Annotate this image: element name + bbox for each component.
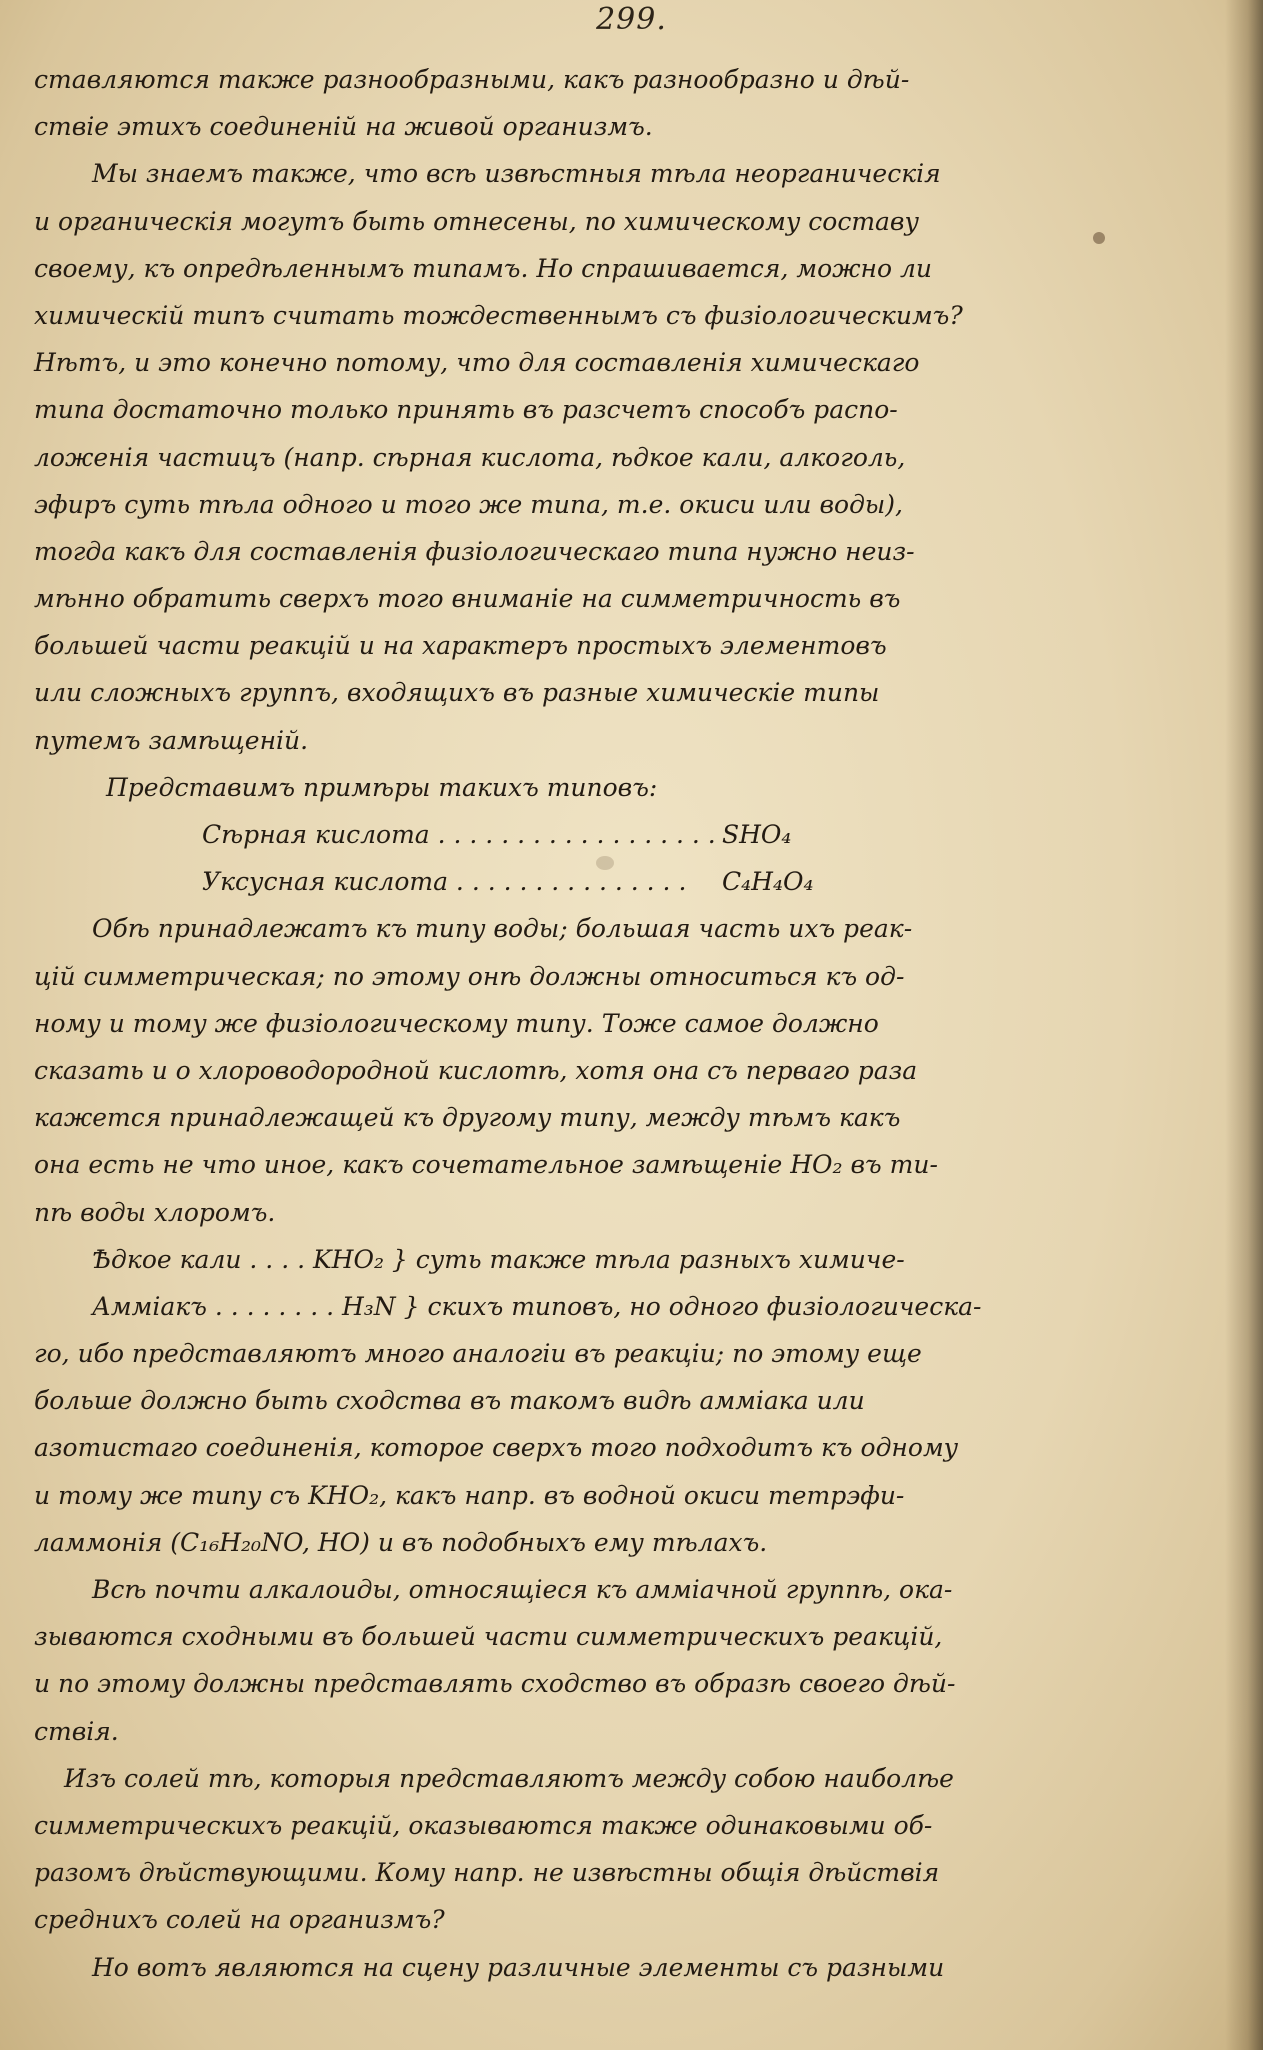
text-line: Изъ солей тѣ, которыя представляютъ между собою наиболѣе [64, 1763, 954, 1793]
handwritten-text [34, 56, 1184, 1991]
text-line: Всѣ почти алкалоиды, относящіеся къ аммiачной группѣ, ока- [92, 1575, 953, 1604]
text-line: азотистаго соединенія, которое сверхъ того подходитъ къ одному [34, 1433, 959, 1463]
formula-name: Сѣрная кислота . . . . . . . . . . . . . . . . . . [202, 820, 716, 849]
text-line: ствіе этихъ соединеній на живой организмъ. [34, 112, 653, 142]
text-line: ствія. [34, 1716, 119, 1746]
text-line: го, ибо представляютъ много аналогіи въ реакціи; по этому еще [34, 1339, 922, 1369]
text-line: эфиръ суть тѣла одного и того же типа, т.е. окиси или воды), [34, 489, 903, 519]
text-line: зываются сходными въ большей части симметрическихъ реакцій, [34, 1622, 943, 1652]
text-line: кажется принадлежащей къ другому типу, между тѣмъ какъ [34, 1103, 901, 1133]
text-line: путемъ замѣщеній. [34, 725, 309, 755]
text-line: больше должно быть сходства въ такомъ видѣ аммiака или [34, 1386, 865, 1416]
binding-shadow [1225, 0, 1263, 2050]
text-line: Ѣдкое кали . . . . KHO₂ } суть также тѣла разныхъ химиче- [92, 1244, 905, 1274]
text-line: разомъ дѣйствующими. Кому напр. не извѣстны общія дѣйствія [34, 1858, 940, 1888]
formula-row [34, 858, 1184, 905]
text-line: Но вотъ являются на сцену различные элементы съ разными [92, 1952, 945, 1982]
text-line: Обѣ принадлежатъ къ типу воды; большая часть ихъ реак- [92, 914, 913, 944]
text-line: Мы знаемъ также, что всѣ извѣстныя тѣла неорганическія [92, 159, 941, 189]
text-line: она есть не что иное, какъ сочетательное замѣщеніе HO₂ въ ти- [34, 1150, 938, 1180]
text-line: среднихъ солей на организмъ? [34, 1905, 445, 1935]
text-line: ставляются также разнообразными, какъ разнообразно и дѣй- [34, 65, 910, 94]
text-line: типа достаточно только принять въ разсчетъ способъ распо- [34, 395, 898, 425]
text-line: Нѣтъ, и это конечно потому, что для составленія химическаго [34, 348, 920, 378]
page-number: 299. [596, 2, 667, 37]
text-line: мѣнно обратить сверхъ того вниманіе на симметричность въ [34, 584, 901, 614]
text-line: цій симметрическая; по этому онѣ должны относиться къ од- [34, 961, 905, 991]
text-line: или сложныхъ группъ, входящихъ въ разные химическіе типы [34, 678, 880, 708]
text-line: ному и тому же физіологическому типу. Тоже самое должно [34, 1008, 879, 1038]
text-line: ламмонія (C₁₆H₂₀NO, HO) и въ подобныхъ ему тѣлахъ. [34, 1527, 768, 1557]
text-line: пѣ воды хлоромъ. [34, 1197, 276, 1227]
text-line: Представимъ примѣры такихъ типовъ: [106, 772, 658, 802]
formula-value: SHO₄ [722, 820, 792, 849]
text-line: симметрическихъ реакцій, оказываются также одинаковыми об- [34, 1810, 933, 1840]
text-line: ложенія частицъ (напр. сѣрная кислота, ѣдкое кали, алкоголь, [34, 442, 906, 472]
text-line: и органическія могутъ быть отнесены, по химическому составу [34, 206, 919, 236]
formula-value: C₄H₄O₄ [722, 867, 814, 897]
text-line: и по этому должны представлять сходство въ образѣ своего дѣй- [34, 1669, 956, 1699]
text-line: своему, къ опредѣленнымъ типамъ. Но спрашивается, можно ли [34, 253, 933, 283]
formula-row [34, 811, 1184, 858]
text-line: и тому же типу съ KHO₂, какъ напр. въ водной окиси тетрэфи- [34, 1480, 905, 1510]
text-line: тогда какъ для составленія физіологическаго типа нужно неиз- [34, 536, 915, 566]
text-line: большей части реакцій и на характеръ простыхъ элементовъ [34, 631, 887, 661]
text-line: сказать и о хлороводородной кислотѣ, хотя она съ перваго раза [34, 1055, 918, 1085]
text-line: химическій типъ считать тождественнымъ съ физіологическимъ? [34, 300, 963, 330]
formula-name: Уксусная кислота . . . . . . . . . . . . . . . [202, 867, 687, 897]
text-line: Аммiакъ . . . . . . . . H₃N } скихъ типовъ, но одного физіологическа- [92, 1291, 982, 1321]
